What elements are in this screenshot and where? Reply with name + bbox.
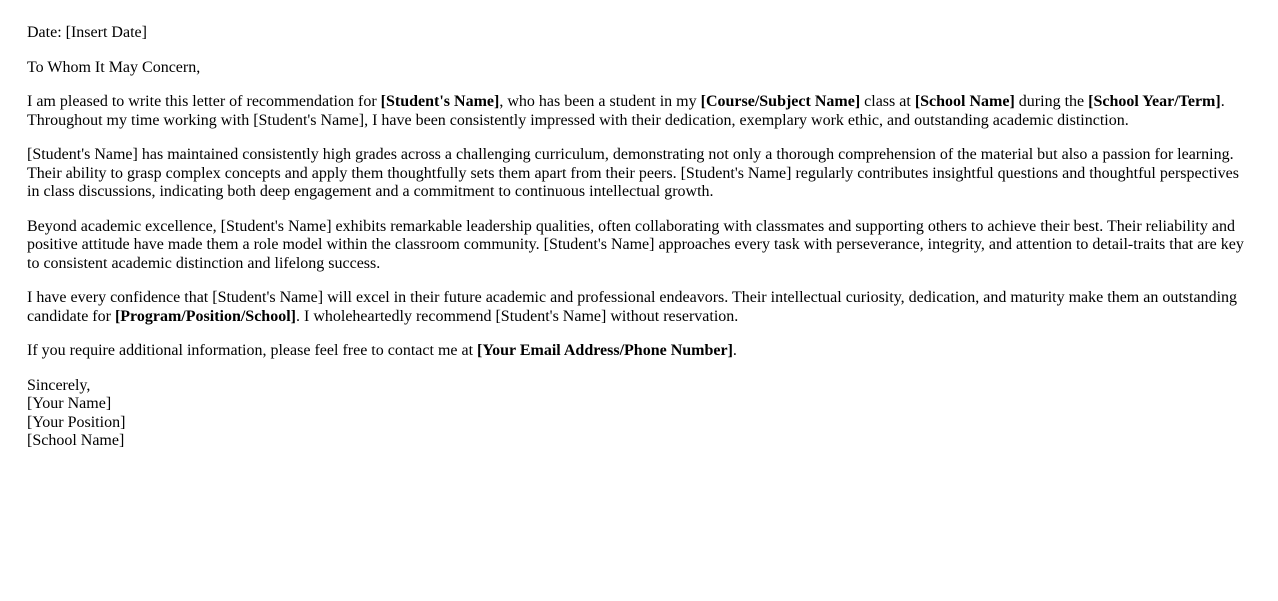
signer-school-placeholder: [School Name]	[27, 432, 125, 449]
paragraph-academic-performance: [Student's Name] has maintained consistently high grades across a challenging curriculum, demonstrating not only a thorough comprehension of the material but also a passion for learning. Their ability to grasp complex concepts and apply them thoughtfully sets them apart from their peers. [Student's Name] regularly contributes insightful questions and thoughtful perspectives in class discussions, indicating both deep engagement and a commitment to continuous intellectual growth.	[27, 146, 1239, 200]
paragraph-contact-info: If you require additional information, please feel free to contact me at [Your Email Address/Phone Number].	[27, 342, 737, 359]
salutation: To Whom It May Concern,	[27, 58, 201, 76]
date-line: Date: [Insert Date]	[27, 24, 147, 41]
signature-block	[27, 377, 1250, 451]
signer-position-placeholder: [Your Position]	[27, 413, 126, 431]
paragraph-endorsement: I have every confidence that [Student's Name] will excel in their future academic and professional endeavors. Their intellectual curiosity, dedication, and maturity make them an outstanding candidate for [Program/Position/School]. I wholeheartedly recommend [Student's Name] without reservation.	[27, 289, 1238, 325]
signer-name-placeholder: [Your Name]	[27, 395, 112, 412]
sign-off: Sincerely,	[27, 376, 91, 394]
paragraph-introduction: I am pleased to write this letter of recommendation for [Student's Name], who has been a student in my [Course/Subject Name] class at [School Name] during the [School Year/Term]. Throughout my time working with [Student's Name], I have been consistently impressed with their dedication, exemplary work ethic, and outstanding academic distinction.	[27, 93, 1225, 129]
paragraph-leadership: Beyond academic excellence, [Student's Name] exhibits remarkable leadership qualities, often collaborating with classmates and supporting others to achieve their best. Their reliability and positive attitude have made them a role model within the classroom community. [Student's Name] approaches every task with perseverance, integrity, and attention to detail-traits that are key to consistent academic distinction and lifelong success.	[27, 217, 1244, 272]
